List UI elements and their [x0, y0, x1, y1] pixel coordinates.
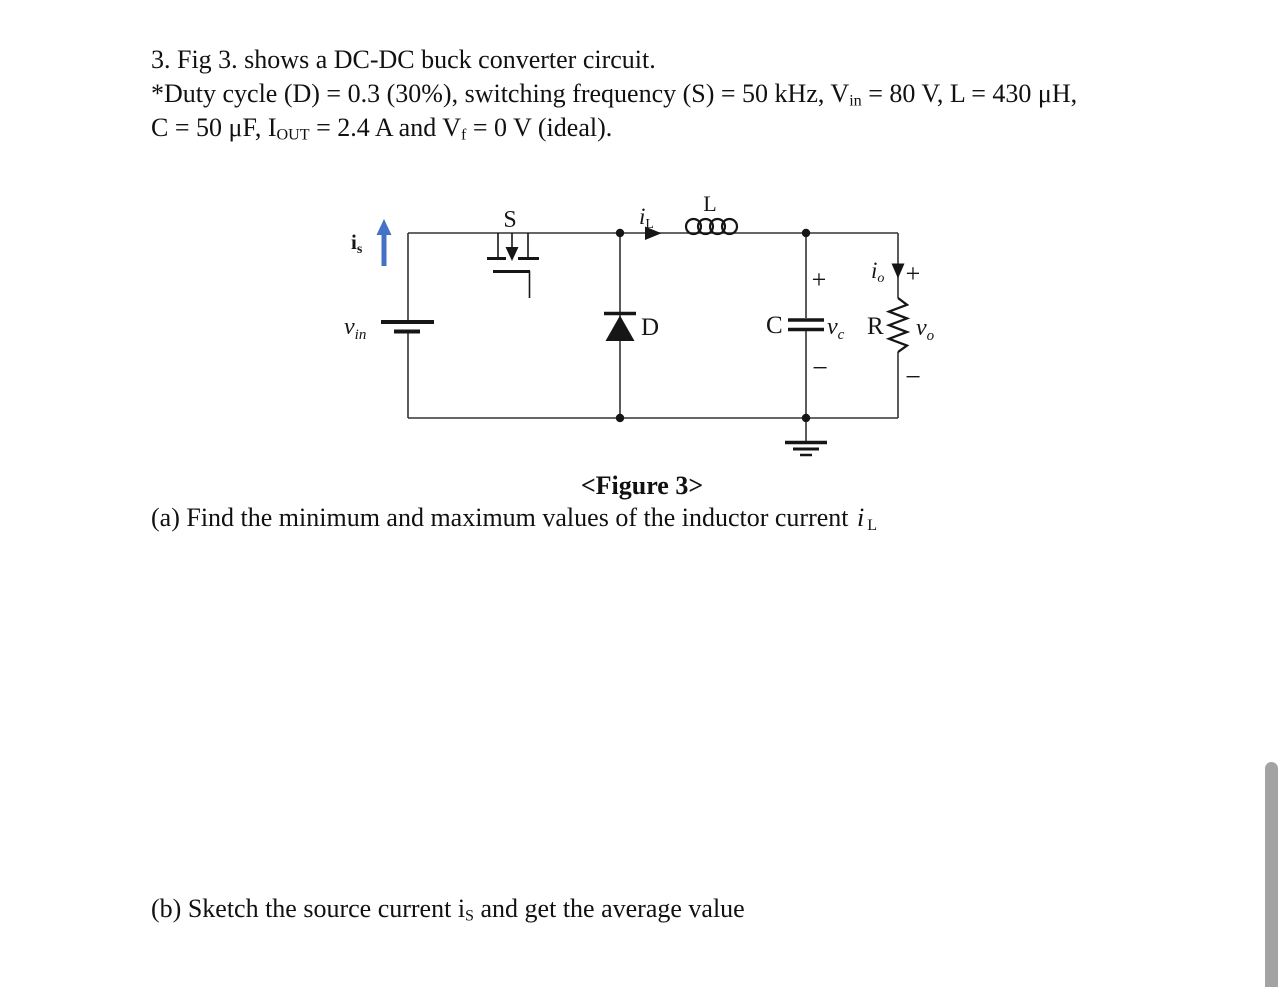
capacitor-minus-sign: − [812, 353, 828, 384]
figure-caption: <Figure 3> [580, 471, 704, 500]
circuit-diagram [330, 190, 970, 470]
question-b: (b) Sketch the source current $i_S$ and get the average value [151, 894, 745, 925]
output-current-label: io [871, 258, 885, 286]
inductor-coil [686, 219, 737, 234]
mosfet-arrow [506, 247, 519, 261]
vo-label: $v_o$ [916, 315, 935, 344]
load-resistor [889, 264, 907, 353]
ground-symbol [785, 443, 827, 456]
source-current-label: is [351, 230, 363, 257]
scrollbar-thumb[interactable] [1265, 762, 1278, 987]
problem-line-3: C = 50 μF, $I_{OUT} = 2.4$ A and $V_f = 0$ V (ideal). [151, 113, 613, 144]
capacitor-plus-sign: + [811, 265, 827, 294]
inductor-label: L [703, 191, 717, 216]
problem-line-1: 3. Fig 3. shows a DC-DC buck converter circuit. [151, 45, 656, 74]
battery-source [381, 322, 434, 332]
source-current-arrow [377, 219, 392, 266]
mosfet-switch [487, 233, 539, 298]
problem-line-2: *Duty cycle (D) = 0.3 (30%), switching frequency (S) = 50 kHz, $V_{in} = 80$ V, L = 430 μH, [151, 79, 1078, 110]
source-arrow-head [377, 219, 392, 235]
inductor-current-label: iL [639, 204, 654, 232]
diode-label: D [641, 314, 660, 341]
load-minus-sign: − [905, 362, 921, 393]
vc-label: $v_c$ [827, 314, 845, 343]
output-current-arrow [892, 264, 905, 279]
load-plus-sign: + [905, 259, 921, 288]
capacitor-label: C [766, 312, 783, 339]
resistor-zigzag [889, 298, 907, 352]
problem-statement [151, 43, 1077, 145]
switch-label: S [503, 207, 517, 233]
capacitor [788, 320, 824, 330]
diode [604, 314, 636, 342]
resistor-label: R [867, 313, 884, 340]
diode-triangle [606, 316, 635, 342]
vin-label: $v_{in}$ [344, 314, 367, 343]
question-a: (a) Find the minimum and maximum values of the inductor current i $_L$ [151, 503, 878, 534]
